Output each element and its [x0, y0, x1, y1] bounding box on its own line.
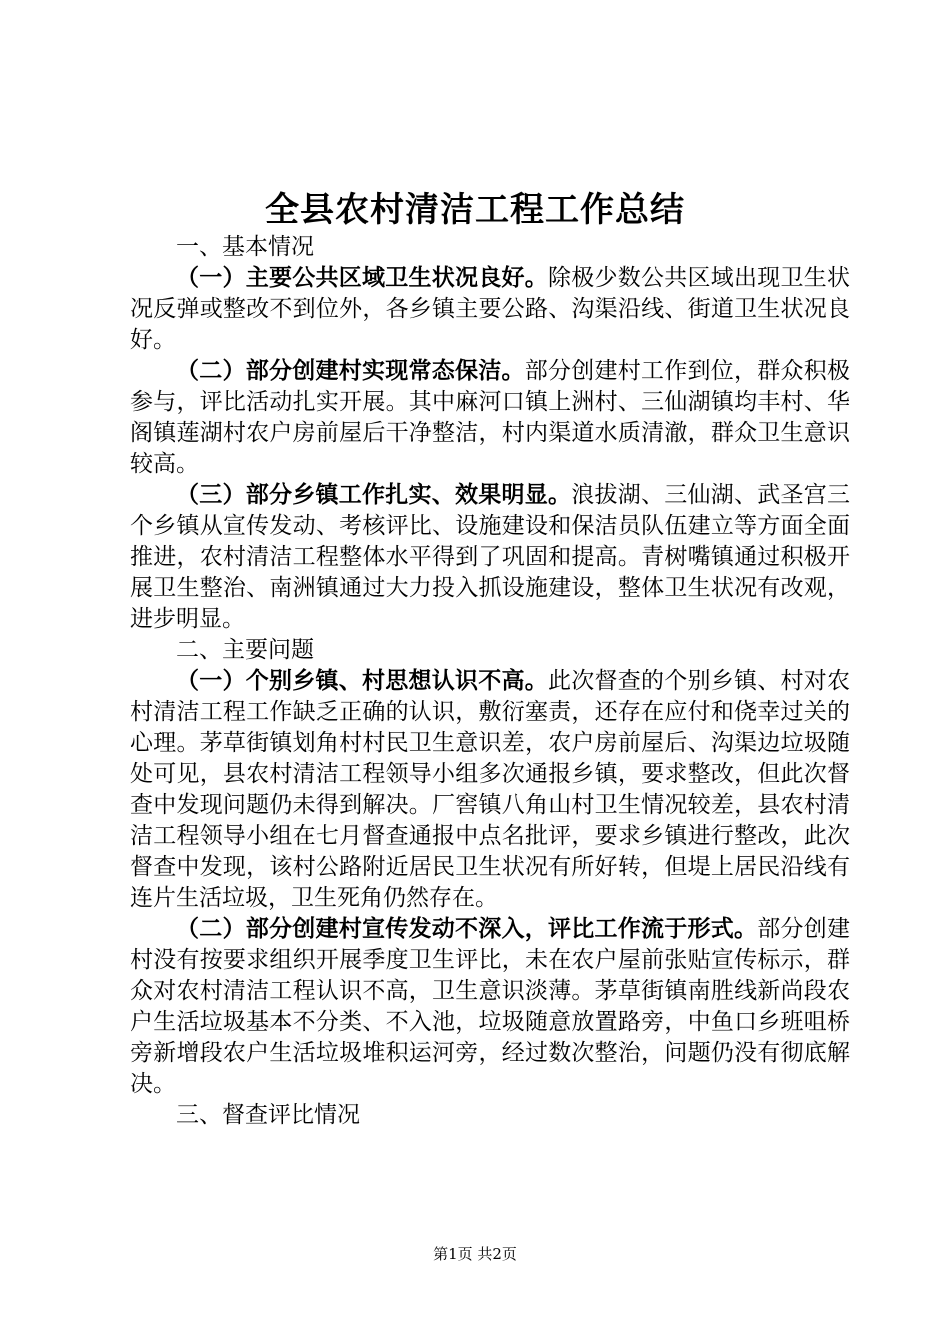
paragraph-lead: （一）主要公共区域卫生状况良好。 — [176, 265, 548, 291]
document-body — [130, 232, 850, 1131]
paragraph-text: 此次督查的个别乡镇、村对农村清洁工程工作缺乏正确的认识，敷衍塞责，还存在应付和侥幸过关的心理。茅草街镇划角村村民卫生意识差，农户房前屋后、沟渠边垃圾随处可见，县农村清洁工程领导小组多次通报乡镇，要求整改，但此次督查中发现问题仍未得到解决。厂窖镇八角山村卫生情况较差，县农村清洁工程领导小组在七月督查通报中点名批评，要求乡镇进行整改，此次督查中发现，该村公路附近居民卫生状况有所好转，但堤上居民沿线有连片生活垃圾，卫生死角仍然存在。 — [130, 668, 850, 911]
paragraph-2-2 — [130, 914, 850, 1100]
paragraph-1-1 — [130, 263, 850, 356]
paragraph-lead: （二）部分创建村实现常态保洁。 — [176, 358, 525, 384]
section-heading-1: 一、基本情况 — [176, 234, 314, 260]
paragraph-lead: （一）个别乡镇、村思想认识不高。 — [176, 668, 548, 694]
document-title: 全县农村清洁工程工作总结 — [265, 190, 685, 230]
page-footer: 第1页 共2页 — [433, 1245, 517, 1263]
paragraph-text: 部分创建村没有按要求组织开展季度卫生评比，未在农户屋前张贴宣传标示，群众对农村清洁工程认识不高，卫生意识淡薄。茅草街镇南胜线新尚段农户生活垃圾基本不分类、不入池，垃圾随意放置路旁，中鱼口乡班咀桥旁新增段农户生活垃圾堆积运河旁，经过数次整治，问题仍没有彻底解决。 — [130, 916, 850, 1097]
paragraph-text: 除极少数公共区域出现卫生状况反弹或整改不到位外，各乡镇主要公路、沟渠沿线、街道卫生状况良好。 — [130, 265, 850, 353]
paragraph-text: 浪拔湖、三仙湖、武圣宫三个乡镇从宣传发动、考核评比、设施建设和保洁员队伍建立等方面全面推进，农村清洁工程整体水平得到了巩固和提高。青树嘴镇通过积极开展卫生整治、南洲镇通过大力投入抓设施建设，整体卫生状况有改观，进步明显。 — [130, 482, 850, 632]
section-heading-3: 三、督查评比情况 — [176, 1102, 360, 1128]
paragraph-1-2 — [130, 356, 850, 480]
paragraph-lead: （三）部分乡镇工作扎实、效果明显。 — [176, 482, 572, 508]
paragraph-2-1 — [130, 666, 850, 914]
section-heading-2: 二、主要问题 — [176, 637, 314, 663]
paragraph-1-3 — [130, 480, 850, 635]
paragraph-lead: （二）部分创建村宣传发动不深入，评比工作流于形式。 — [176, 916, 758, 942]
paragraph-text: 部分创建村工作到位，群众积极参与，评比活动扎实开展。其中麻河口镇上洲村、三仙湖镇均丰村、华阁镇莲湖村农户房前屋后干净整洁，村内渠道水质清澈，群众卫生意识较高。 — [130, 358, 850, 477]
